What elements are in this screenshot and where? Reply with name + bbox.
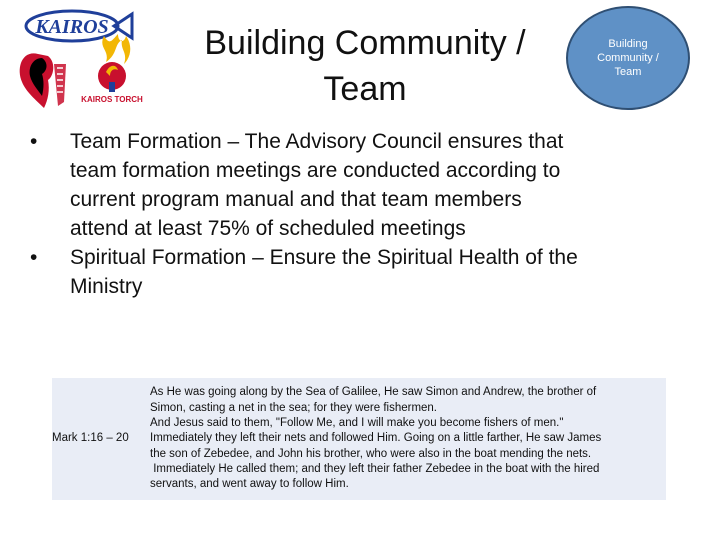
kairos-heart-logo bbox=[20, 53, 66, 108]
scripture-box bbox=[52, 378, 666, 500]
scripture-text bbox=[150, 378, 666, 500]
scripture-line: Simon, casting a net in the sea; for they were fishermen. bbox=[150, 401, 438, 414]
title-badge bbox=[566, 6, 690, 110]
bullet-line: Team Formation – The Advisory Council ensures that bbox=[70, 130, 564, 153]
scripture-reference: Mark 1:16 – 20 bbox=[52, 432, 129, 445]
scripture-line: And Jesus said to them, "Follow Me, and I will make you become fishers of men." bbox=[150, 417, 564, 430]
bullet-line: Ministry bbox=[70, 275, 143, 298]
kairos-torch-logo bbox=[81, 34, 143, 104]
kairos-logo-graphic bbox=[14, 6, 144, 114]
kairos-torch-text: KAIROS TORCH bbox=[81, 95, 143, 104]
title-badge-text: Building Community / Team bbox=[597, 38, 659, 78]
bullet-line: team formation meetings are conducted according to bbox=[70, 159, 561, 182]
bullet-line: attend at least 75% of scheduled meetings bbox=[70, 217, 466, 240]
scripture-line: As He was going along by the Sea of Galilee, He saw Simon and Andrew, the brother of bbox=[150, 386, 597, 399]
bullet-list bbox=[30, 127, 700, 301]
bullet-item-team-formation bbox=[30, 127, 700, 243]
slide-title: Building Community / Team bbox=[204, 24, 526, 108]
scripture-line: the son of Zebedee, and John his brother, who were also in the boat mending the nets. bbox=[150, 447, 592, 460]
scripture-line: servants, and went away to follow Him. bbox=[150, 478, 349, 491]
bullet-dot-icon: • bbox=[30, 246, 38, 269]
scripture-row bbox=[52, 378, 666, 500]
kairos-logo-text: KAIROS bbox=[35, 16, 109, 38]
scripture-line: Immediately they left their nets and followed Him. Going on a little farther, He saw James bbox=[150, 432, 602, 445]
bullet-item-spiritual-formation bbox=[30, 243, 700, 301]
kairos-logo-group bbox=[14, 6, 144, 114]
bullet-line: current program manual and that team members bbox=[70, 188, 522, 211]
bullet-line: Spiritual Formation – Ensure the Spiritual Health of the bbox=[70, 246, 578, 269]
scripture-line: Immediately He called them; and they left their father Zebedee in the boat with the hired bbox=[150, 462, 600, 475]
bullet-dot-icon: • bbox=[30, 130, 38, 153]
